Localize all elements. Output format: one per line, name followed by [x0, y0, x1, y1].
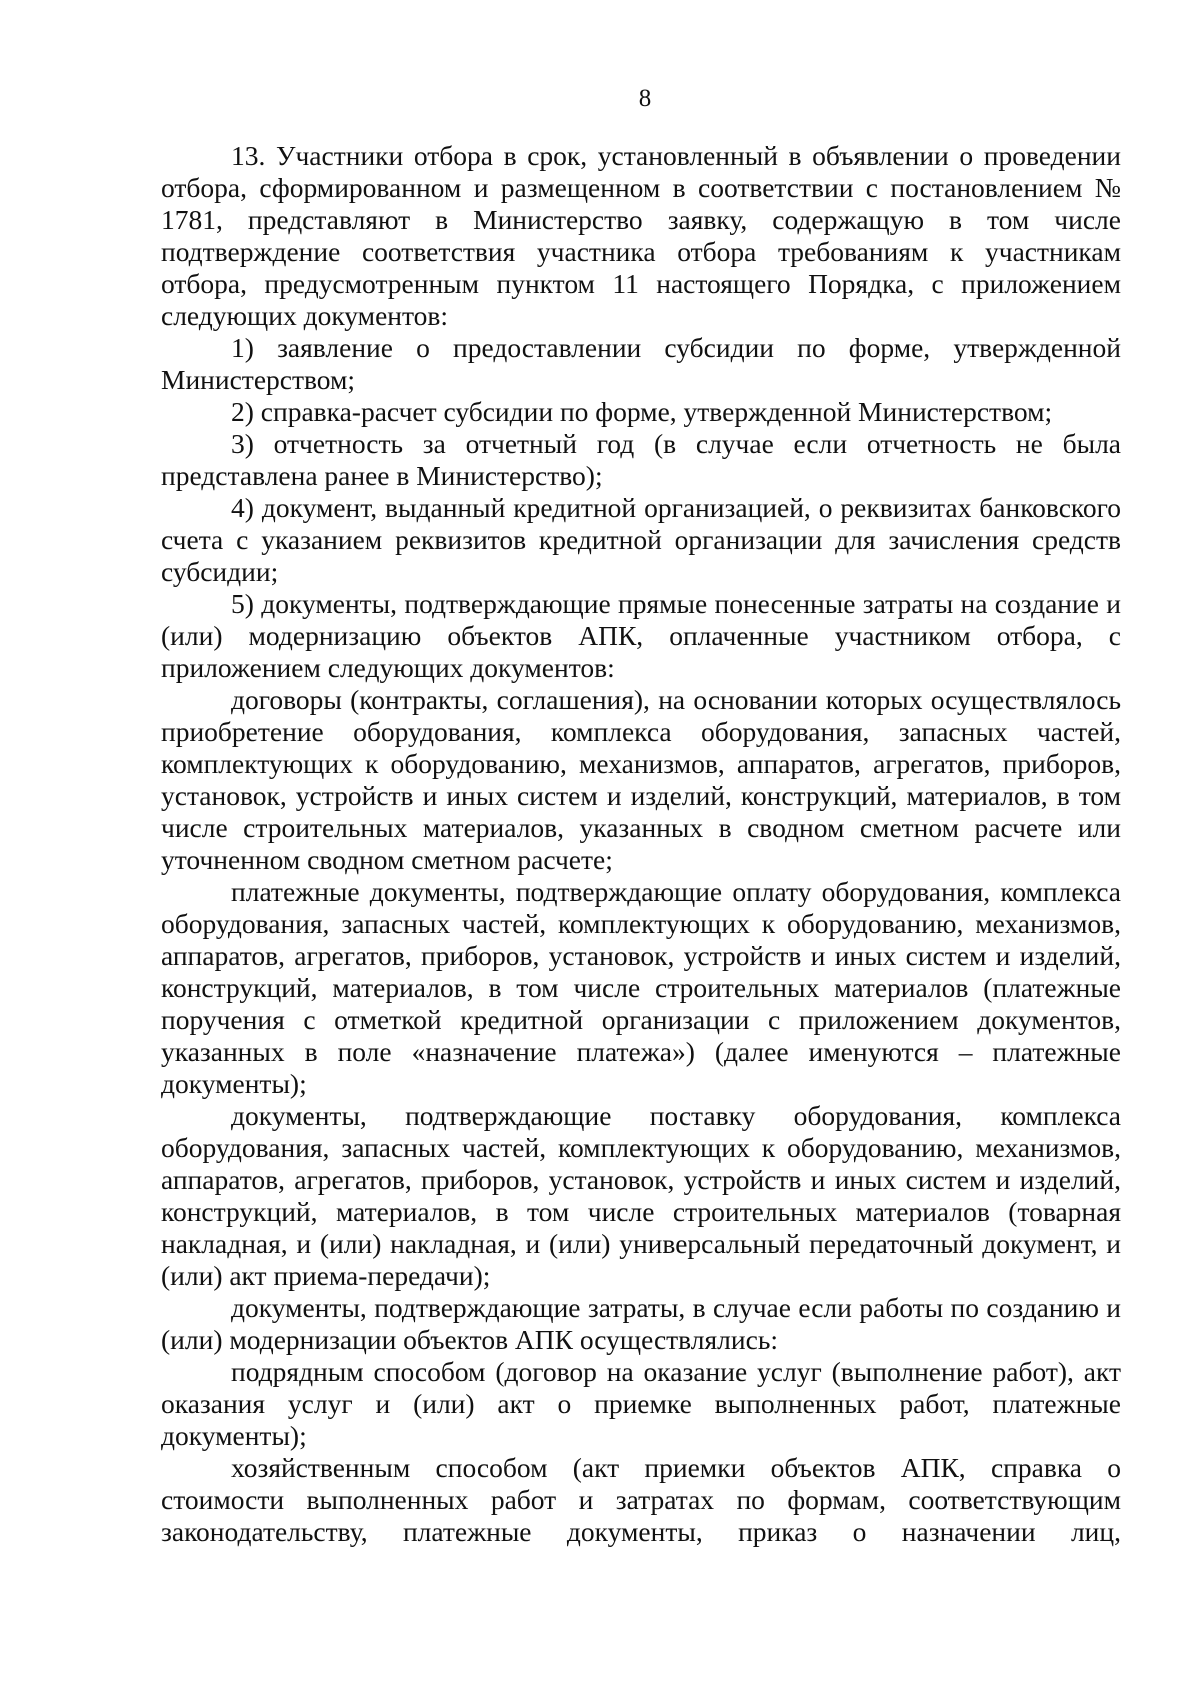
- list-item-2: 2) справка-расчет субсидии по форме, утвержденной Министерством;: [231, 396, 1053, 427]
- list-item-5: 5) документы, подтверждающие прямые понесенные затраты на создание и (или) модернизацию объектов АПК, оплаченные участником отбора, с приложением следующих документов:: [161, 588, 1121, 683]
- list-item-4: 4) документ, выданный кредитной организацией, о реквизитах банковского счета с указанием реквизитов кредитной организации для зачисления средств субсидии;: [161, 492, 1121, 587]
- sub-item-cost-documents: документы, подтверждающие затраты, в случае если работы по созданию и (или) модернизации объектов АПК осуществлялись:: [161, 1292, 1121, 1355]
- sub-item-delivery-documents: документы, подтверждающие поставку оборудования, комплекса оборудования, запасных частей, комплектующих к оборудованию, механизмов, аппаратов, агрегатов, приборов, установок, устройств и иных систем и изделий, конструкций, материалов, в том числе строительных материалов (товарная накладная, и (или) накладная, и (или) универсальный передаточный документ, и (или) акт приема-передачи);: [161, 1100, 1121, 1291]
- sub-item-payment-documents: платежные документы, подтверждающие оплату оборудования, комплекса оборудования, запасных частей, комплектующих к оборудованию, механизмов, аппаратов, агрегатов, приборов, установок, устройств и иных систем и изделий, конструкций, материалов, в том числе строительных материалов (платежные поручения с отметкой кредитной организации с приложением документов, указанных в поле «назначение платежа») (далее именуются – платежные документы);: [161, 876, 1121, 1099]
- list-item-1: 1) заявление о предоставлении субсидии по форме, утвержденной Министерством;: [161, 332, 1121, 395]
- document-body: [161, 140, 1121, 1548]
- list-item-3: 3) отчетность за отчетный год (в случае если отчетность не была представлена ранее в Министерство);: [161, 428, 1121, 491]
- page-number: 8: [638, 85, 652, 112]
- paragraph-13: 13. Участники отбора в срок, установленный в объявлении о проведении отбора, сформированном и размещенном в соответствии с постановлением № 1781, представляют в Министерство заявку, содержащую в том числе подтверждение соответствия участника отбора требованиям к участникам отбора, предусмотренным пунктом 11 настоящего Порядка, с приложением следующих документов:: [161, 140, 1121, 331]
- sub-item-in-house-method: хозяйственным способом (акт приемки объектов АПК, справка о стоимости выполненных работ и затратах по формам, соответствующим законодательству, платежные документы, приказ о назначении лиц,: [161, 1452, 1121, 1547]
- sub-item-contracts: договоры (контракты, соглашения), на основании которых осуществлялось приобретение оборудования, комплекса оборудования, запасных частей, комплектующих к оборудованию, механизмов, аппаратов, агрегатов, приборов, установок, устройств и иных систем и изделий, конструкций, материалов, в том числе строительных материалов, указанных в сводном сметном расчете или уточненном сводном сметном расчете;: [161, 684, 1121, 875]
- sub-item-contract-method: подрядным способом (договор на оказание услуг (выполнение работ), акт оказания услуг и (или) акт о приемке выполненных работ, платежные документы);: [161, 1356, 1121, 1451]
